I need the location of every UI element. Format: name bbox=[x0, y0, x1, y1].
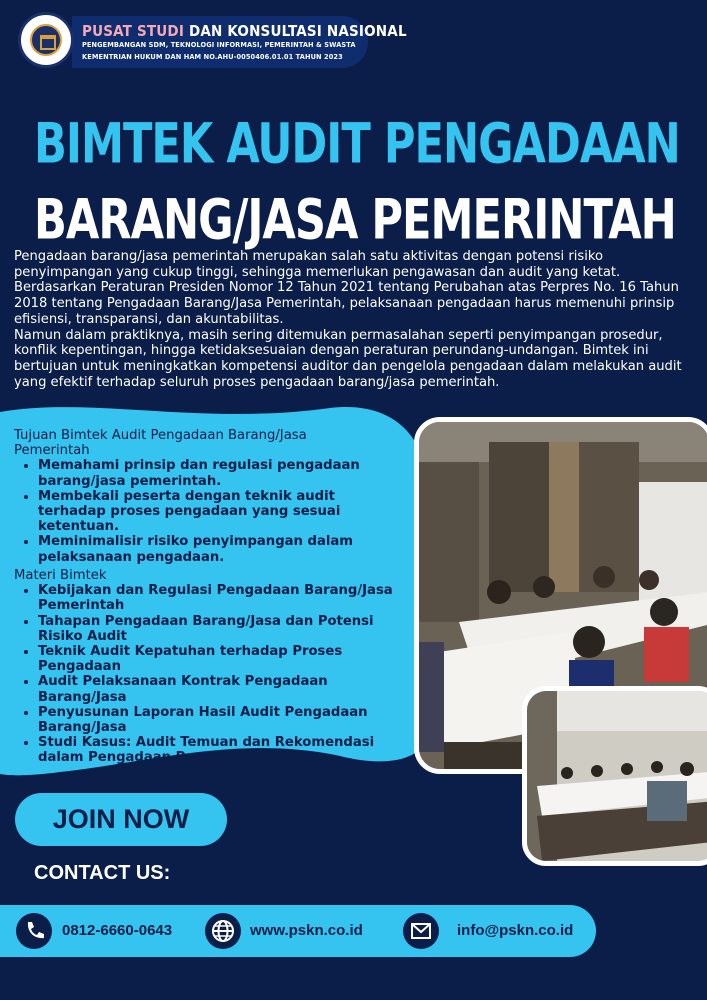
organization-name-part2: DAN KONSULTASI NASIONAL bbox=[188, 22, 407, 40]
contact-phone[interactable]: 0812-6660-0643 bbox=[62, 922, 173, 939]
organization-name-part1: PUSAT STUDI bbox=[82, 22, 185, 40]
list-item: • Memahami prinsip dan regulasi pengadaan barang/jasa pemerintah. bbox=[38, 458, 374, 488]
tujuan-section bbox=[14, 428, 374, 565]
headline-line2: BARANG/JASA PEMERINTAH bbox=[34, 188, 676, 253]
list-item: • Tahapan Pengadaan Barang/Jasa dan Potensi Risiko Audit bbox=[38, 614, 414, 644]
materi-list bbox=[14, 583, 414, 765]
organization-registration: KEMENTRIAN HUKUM DAN HAM NO.AHU-0050406.01.01 TAHUN 2023 bbox=[82, 53, 343, 61]
contact-email[interactable]: info@pskn.co.id bbox=[457, 922, 574, 939]
globe-icon bbox=[205, 913, 241, 949]
tujuan-heading: Tujuan Bimtek Audit Pengadaan Barang/Jasa Pemerintah bbox=[14, 428, 307, 459]
training-photo-secondary bbox=[522, 686, 707, 866]
intro-paragraph-2: Namun dalam praktiknya, masih sering ditemukan permasalahan seperti penyimpangan prosedur, konflik kepentingan, hingga ketidaksesuaian dengan peraturan perundang-undangan. Bimtek ini bertujuan untuk meningkatkan kompetensi auditor dan pengelola pengadaan dalam melakukan audit yang efektif terhadap seluruh proses pengadaan barang/jasa pemerintah. bbox=[14, 327, 682, 390]
list-item: • Studi Kasus: Audit Temuan dan Rekomendasi dalam Pengadaan Pemerintah bbox=[38, 735, 414, 765]
organization-name bbox=[82, 22, 407, 40]
logo-emblem-icon bbox=[30, 24, 62, 56]
materi-heading: Materi Bimtek bbox=[14, 568, 107, 583]
intro-text bbox=[14, 249, 704, 390]
contact-website[interactable]: www.pskn.co.id bbox=[250, 922, 363, 939]
organization-logo bbox=[18, 12, 74, 68]
list-item: • Teknik Audit Kepatuhan terhadap Proses Pengadaan bbox=[38, 644, 414, 674]
contact-heading: CONTACT US: bbox=[34, 862, 171, 884]
list-item: • Audit Pelaksanaan Kontrak Pengadaan Barang/Jasa bbox=[38, 674, 414, 704]
headline-line1: BIMTEK AUDIT PENGADAAN bbox=[34, 112, 680, 177]
list-item: • Meminimalisir risiko penyimpangan dalam pelaksanaan pengadaan. bbox=[38, 534, 374, 564]
phone-icon bbox=[16, 913, 52, 949]
list-item: • Penyusunan Laporan Hasil Audit Pengadaan Barang/Jasa bbox=[38, 705, 414, 735]
intro-paragraph-1: Pengadaan barang/jasa pemerintah merupakan salah satu aktivitas dengan potensi risiko penyimpangan yang cukup tinggi, sehingga memerlukan pengawasan dan audit yang ketat. Berdasarkan Peraturan Presiden Nomor 12 Tahun 2021 tentang Perubahan atas Perpres No. 16 Tahun 2018 tentang Pengadaan Barang/Jasa Pemerintah, pelaksanaan pengadaan harus memenuhi prinsip efisiensi, transparansi, dan akuntabilitas. bbox=[14, 249, 679, 327]
tujuan-list bbox=[14, 458, 374, 564]
mail-icon bbox=[403, 913, 439, 949]
materi-section bbox=[14, 568, 414, 766]
organization-subtitle: PENGEMBANGAN SDM, TEKNOLOGI INFORMASI, PEMERINTAH & SWASTA bbox=[82, 41, 356, 49]
join-now-button[interactable]: JOIN NOW bbox=[15, 793, 227, 846]
list-item: • Membekali peserta dengan teknik audit terhadap proses pengadaan yang sesuai ketentuan. bbox=[38, 489, 374, 535]
list-item: • Kebijakan dan Regulasi Pengadaan Barang/Jasa Pemerintah bbox=[38, 583, 414, 613]
